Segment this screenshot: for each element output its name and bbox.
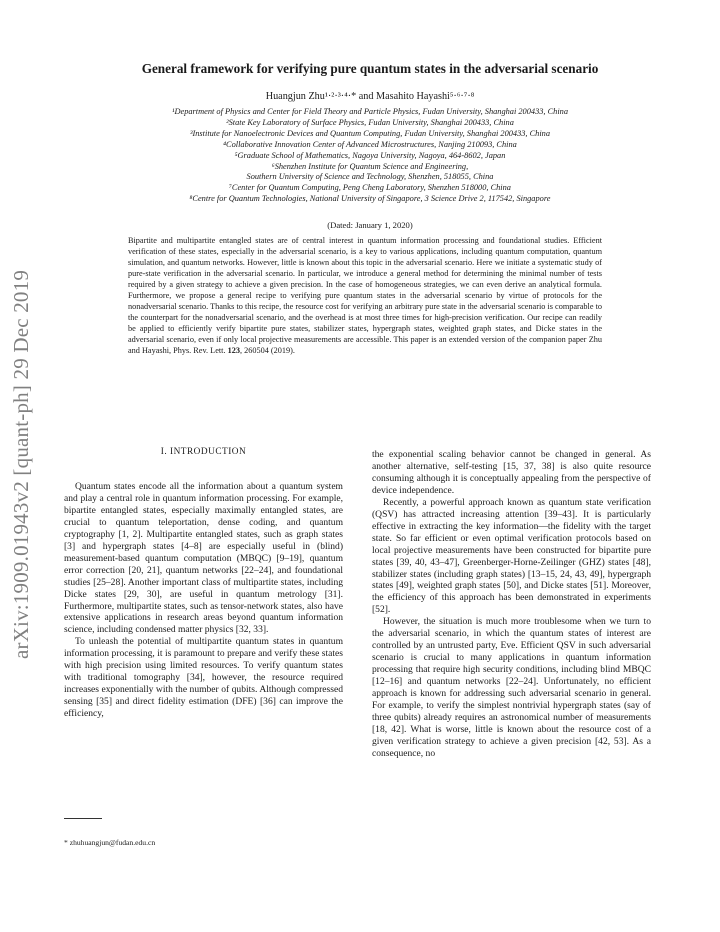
dated-line: (Dated: January 1, 2020) xyxy=(327,220,413,230)
body-paragraph: However, the situation is much more troublesome when we turn to the adversarial scenario, in which the quantum states of interest are controlled by an untrusted party, Eve. Efficient QSV in such adversarial scenario is crucial to many applications in quantum information processing that require high security conditions, including blind MBQC [12–16] and quantum networks [22–24]. Unfortunately, no efficient approach is known for addressing such adversarial scenario in general. For example, to verify the simplest nontrivial hypergraph states (say of three qubits) already requires an astronomical number of measurements [18, 42]. What is worse, little is known about the resource cost of a given verification strategy to achieve a given precision [42, 53]. As a consequence, no xyxy=(372,616,651,759)
affiliation-line: ²State Key Laboratory of Surface Physics, Fudan University, Shanghai 200433, China xyxy=(226,117,514,127)
arxiv-identifier-stamp xyxy=(2,238,42,690)
abstract xyxy=(128,236,602,356)
left-column xyxy=(64,446,343,720)
section-heading-introduction: I. INTRODUCTION xyxy=(160,447,247,457)
abstract-citation-tail: , 260504 (2019). xyxy=(239,345,295,355)
paper-title: General framework for verifying pure quantum states in the adversarial scenario xyxy=(141,61,599,76)
body-paragraph: Recently, a powerful approach known as quantum state verification (QSV) has attracted increasing attention [39–43]. It is particularly effective in extracting the key information—the fidelity with the target state. So far efficient or even optimal verification protocols based on local projective measurements have been constructed for bipartite pure states [39, 40, 43–47], Greenberger-Horne-Zeilinger (GHZ) states [48], stabilizer states (including graph states) [13–15, 24, 43, 49], hypergraph states [49], weighted graph states [50], and Dicke states [51]. Moreover, the efficiency of this approach has been demonstrated in experiments [52]. xyxy=(372,496,651,616)
arxiv-identifier-text: arXiv:1909.01943v2 [quant-ph] 29 Dec 2019 xyxy=(9,269,34,659)
footnote-email: * zhuhuangjun@fudan.edu.cn xyxy=(64,838,156,847)
affiliation-line: ⁸Centre for Quantum Technologies, National University of Singapore, 3 Science Drive 2, 117542, Singapore xyxy=(189,194,551,204)
affiliation-line: ⁶Shenzhen Institute for Quantum Science and Engineering, xyxy=(271,161,469,171)
affiliation-line: ⁵Graduate School of Mathematics, Nagoya University, Nagoya, 464-8602, Japan xyxy=(234,150,506,160)
affiliation-line: ⁷Center for Quantum Computing, Peng Cheng Laboratory, Shenzhen 518000, China xyxy=(229,183,511,193)
body-paragraph: Quantum states encode all the information about a quantum system and play a central role in quantum information processing. For example, bipartite entangled states, especially maximally entangled states, are crucial to quantum teleportation, dense coding, and quantum cryptography [1, 2]. Multipartite entangled states, such as graph states [3] and hypergraph states [4–8] are especially useful in (blind) measurement-based quantum computation (MBQC) [9–19], quantum error correction [20, 21], quantum networks [22–24], and foundational studies [25–28]. Another important class of multipartite states, including Dicke states [29, 30], are useful in quantum metrology [31]. Furthermore, multipartite states, such as tensor-network states, also have extensive applications in research areas beyond quantum information science, including condensed matter physics [32, 33]. xyxy=(64,481,343,636)
affiliation-line: ³Institute for Nanoelectronic Devices and Quantum Computing, Fudan University, Shanghai 200433, China xyxy=(189,128,550,138)
abstract-text: Bipartite and multipartite entangled states are of central interest in quantum information processing and foundational studies. Efficient verification of these states, especially in the adversarial scenario, is a key to various applications, including quantum computation, quantum simulation, and quantum networks. However, little is known about this topic in the adversarial scenario. Here we initiate a systematic study of pure-state verification in the adversarial scenario. In particular, we introduce a general method for determining the minimal number of tests required by a given strategy to achieve a given precision. In the case of homogeneous strategies, we can even derive an analytical formula. Furthermore, we propose a general recipe to verifying pure quantum states in the adversarial scenario by virtue of protocols for the nonadversarial scenario. Thanks to this recipe, the resource cost for verifying an arbitrary pure state in the adversarial scenario is comparable to the counterpart for the nonadversarial scenario, and the overhead is at most three times for high-precision verification. Our recipe can readily be applied to efficiently verify bipartite pure states, stabilizer states, hypergraph states, weighted graph states, and Dicke states in the adversarial scenario, even if only local projective measurements are accessible. This paper is an extended version of the companion paper Zhu and Hayashi, Phys. Rev. Lett. xyxy=(128,236,602,355)
body-paragraph: To unleash the potential of multipartite quantum states in quantum information processing, it is paramount to prepare and verify these states with high precision using limited resources. To verify quantum states with traditional tomography [34], however, the resource required increases exponentially with the number of qubits. Although compressed sensing [35] and direct fidelity estimation (DFE) [36] can improve the efficiency, xyxy=(64,636,343,720)
affiliation-line: Southern University of Science and Technology, Shenzhen, 518055, China xyxy=(246,172,494,182)
body-paragraph: the exponential scaling behavior cannot be changed in general. As another alternative, self-testing [15, 37, 38] is also quite resource consuming although it is conceptually appealing from the perspective of device independence. xyxy=(372,449,651,496)
affiliation-line: ⁴Collaborative Innovation Center of Advanced Microstructures, Nanjing 210093, China xyxy=(223,139,517,149)
affiliation-line: ¹Department of Physics and Center for Field Theory and Particle Physics, Fudan University, Shanghai 200433, China xyxy=(171,107,568,116)
right-column xyxy=(372,449,651,760)
abstract-volume-number: 123 xyxy=(227,345,240,355)
footnote-rule xyxy=(64,818,102,819)
affiliation-list xyxy=(60,107,680,205)
author-line: Huangjun Zhu¹·²·³·⁴·* and Masahito Hayashi⁵·⁶·⁷·⁸ xyxy=(265,91,475,102)
